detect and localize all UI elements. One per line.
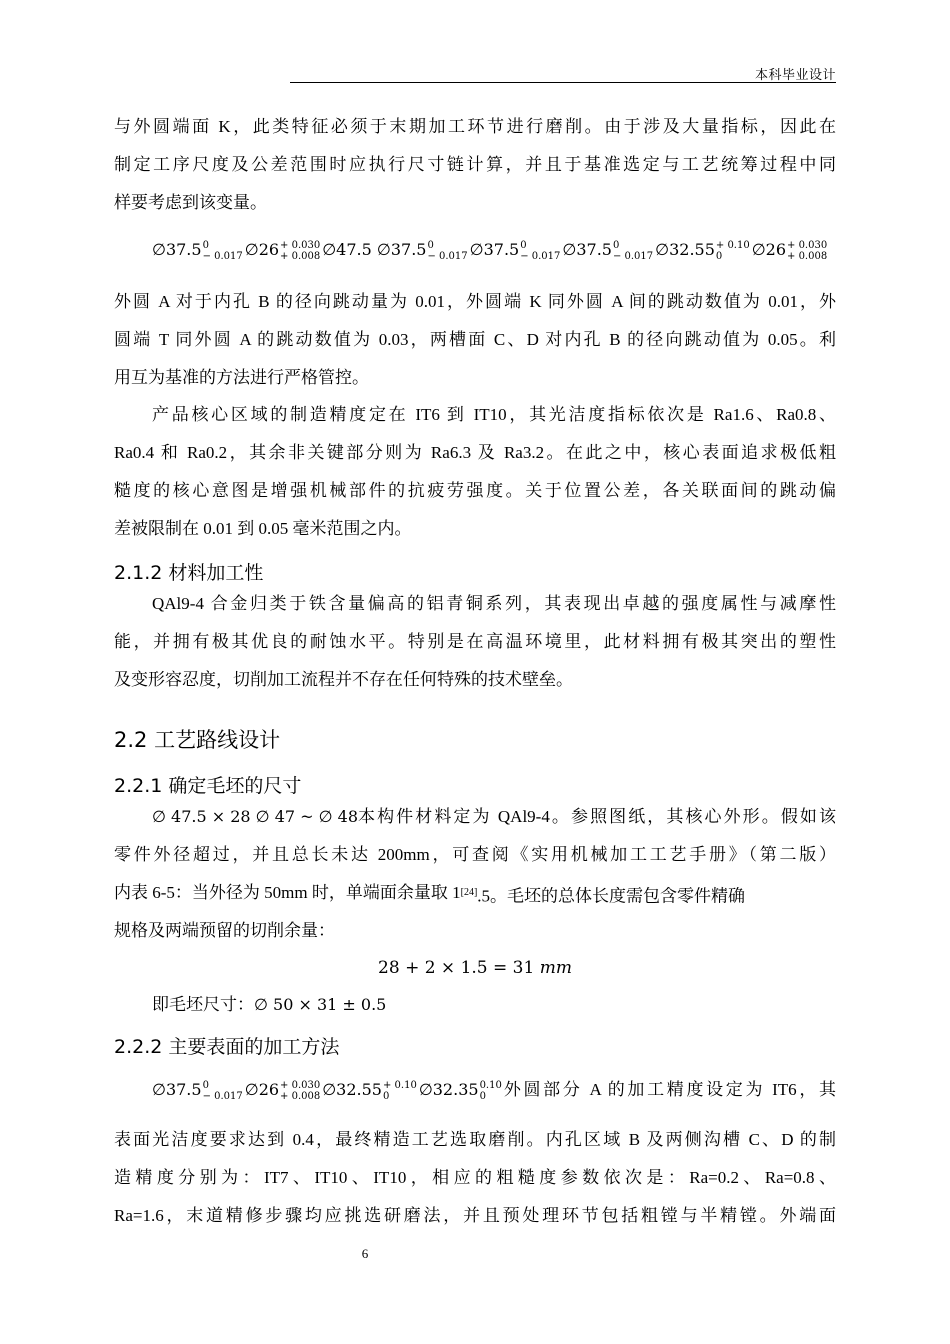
diameter-symbol: ∅	[751, 240, 766, 259]
section-heading-2-1-2: 2.1.2 材料加工性	[114, 562, 264, 584]
para6-text: 外圆部分 A 的加工精度设定为 IT6，其	[503, 1080, 836, 1099]
para1-line3: 样要考虑到该变量。	[114, 193, 267, 212]
dim-value: 37.5	[165, 240, 202, 259]
tolerance: + 0.030 + 0.008	[787, 239, 828, 262]
blank-size-label: 即毛坯尺寸：	[152, 995, 254, 1014]
para3-line3: 糙度的核心意图是增强机械部件的抗疲劳强度。关于位置公差，各关联面间的跳动偏	[114, 481, 836, 500]
diameter-symbol: ∅	[152, 240, 166, 259]
section-heading-2-2-2: 2.2.2 主要表面的加工方法	[114, 1036, 340, 1058]
para4-line3: 及变形容忍度，切削加工流程并不存在任何特殊的技术壁垒。	[114, 670, 573, 689]
para1-line1: 与外圆端面 K，此类特征必须于末期加工环节进行磨削。由于涉及大量指标，因此在	[114, 117, 836, 136]
tolerance: + 0.030 + 0.008	[280, 239, 321, 262]
dim-value: 37.5	[390, 240, 427, 259]
diameter-symbol: ∅	[469, 240, 484, 259]
surface-dims: ∅37.5 0 − 0.017 ∅26 + 0.030 + 0.008 ∅32.55 + 0.10 0 ∅32.35 0.10 0	[152, 1079, 502, 1102]
para3-line1: 产品核心区域的制造精度定在 IT6 到 IT10，其光洁度指标依次是 Ra1.6、Ra0.8、	[152, 405, 836, 424]
dimension-formula-row	[152, 238, 836, 262]
para5-line2: 零件外径超过，并且总长未达 200mm，可查阅《实用机械加工工艺手册》（第二版）	[114, 845, 836, 864]
formula-expr: 28 + 2 × 1.5 = 31	[378, 958, 535, 978]
tolerance: 0 − 0.017	[612, 239, 654, 262]
section-heading-2-2-1: 2.2.1 确定毛坯的尺寸	[114, 775, 302, 797]
dim-value: 26	[765, 240, 787, 259]
dim-value: 32.55	[669, 240, 715, 259]
tolerance: 0 − 0.017	[427, 239, 468, 262]
dim-value: 26	[258, 240, 280, 259]
para5-text-a: 内表 6-5：当外径为 50mm 时，单端面余量取 1	[114, 883, 461, 902]
para3-line4: 差被限制在 0.01 到 0.05 毫米范围之内。	[114, 519, 412, 538]
tolerance: 0 − 0.017	[202, 239, 243, 262]
para4-line2: 能，并拥有极其优良的耐蚀水平。特别是在高温环境里，此材料拥有极其突出的塑性	[114, 632, 836, 651]
tolerance: + 0.10 0	[715, 239, 750, 262]
para1-line2: 制定工序尺度及公差范围时应执行尺寸链计算，并且于基准选定与工艺统筹过程中同	[114, 155, 836, 174]
para2-line1: 外圆 A 对于内孔 B 的径向跳动量为 0.01，外圆端 K 同外圆 A 间的跳动数值为 0.01，外	[114, 292, 836, 311]
diameter-symbol: ∅	[376, 240, 391, 259]
diameter-symbol: ∅	[655, 240, 670, 259]
formula-unit: mm	[539, 958, 572, 978]
para6-line4: Ra=1.6，末道精修步骤均应挑选研磨法，并且预处理环节包括粗镗与半精镗。外端面	[114, 1206, 836, 1225]
para6-line3: 造精度分别为：IT7、IT10、IT10，相应的粗糙度参数依次是：Ra=0.2、Ra=0.8、	[114, 1168, 836, 1187]
para2-line2: 圆端 T 同外圆 A 的跳动数值为 0.03，两槽面 C、D 对内孔 B 的径向跳动值为 0.05。利	[114, 330, 836, 349]
dim-value: 37.5	[483, 240, 520, 259]
blank-size-line	[152, 993, 836, 1017]
page-header	[290, 58, 836, 83]
para3-line2: Ra0.4 和 Ra0.2，其余非关键部分则为 Ra6.3 及 Ra3.2。在此之中，核心表面追求极低粗	[114, 443, 836, 462]
diameter-symbol: ∅	[322, 240, 337, 259]
tolerance: 0 − 0.017	[520, 239, 561, 262]
dim-value: 37.5	[576, 240, 612, 259]
blank-size-expr: ∅ 50 × 31 ± 0.5	[254, 995, 387, 1014]
para5-text-b: .5。毛坯的总体长度需包含零件精确	[477, 886, 746, 906]
para4-line1: QAl9-4 合金归类于铁含量偏高的铝青铜系列，其表现出卓越的强度属性与减摩性	[152, 594, 836, 613]
diameter-symbol: ∅	[244, 240, 259, 259]
dim-value: 47.5	[336, 240, 372, 259]
page-number: 6	[361, 1246, 369, 1261]
citation-ref: [24]	[460, 887, 478, 898]
para6-line2: 表面光洁度要求达到 0.4，最终精造工艺选取磨削。内孔区域 B 及两侧沟槽 C、D 的制	[114, 1130, 836, 1149]
para5-line1	[152, 805, 836, 829]
blank-size-range: ∅ 47.5 × 28 ∅ 47 ~ ∅ 48	[152, 807, 359, 826]
length-formula	[114, 956, 836, 980]
para6-line1	[152, 1078, 836, 1102]
header-title: 本科毕业设计	[754, 67, 836, 82]
para2-line3: 用互为基准的方法进行严格管控。	[114, 368, 369, 387]
para5-line4: 规格及两端预留的切削余量：	[114, 921, 335, 940]
para5-text: 本构件材料定为 QAl9-4。参照图纸，其核心外形。假如该	[358, 807, 836, 826]
para5-line3	[114, 881, 836, 909]
diameter-symbol: ∅	[562, 240, 577, 259]
section-heading-2-2: 2.2 工艺路线设计	[114, 728, 281, 752]
